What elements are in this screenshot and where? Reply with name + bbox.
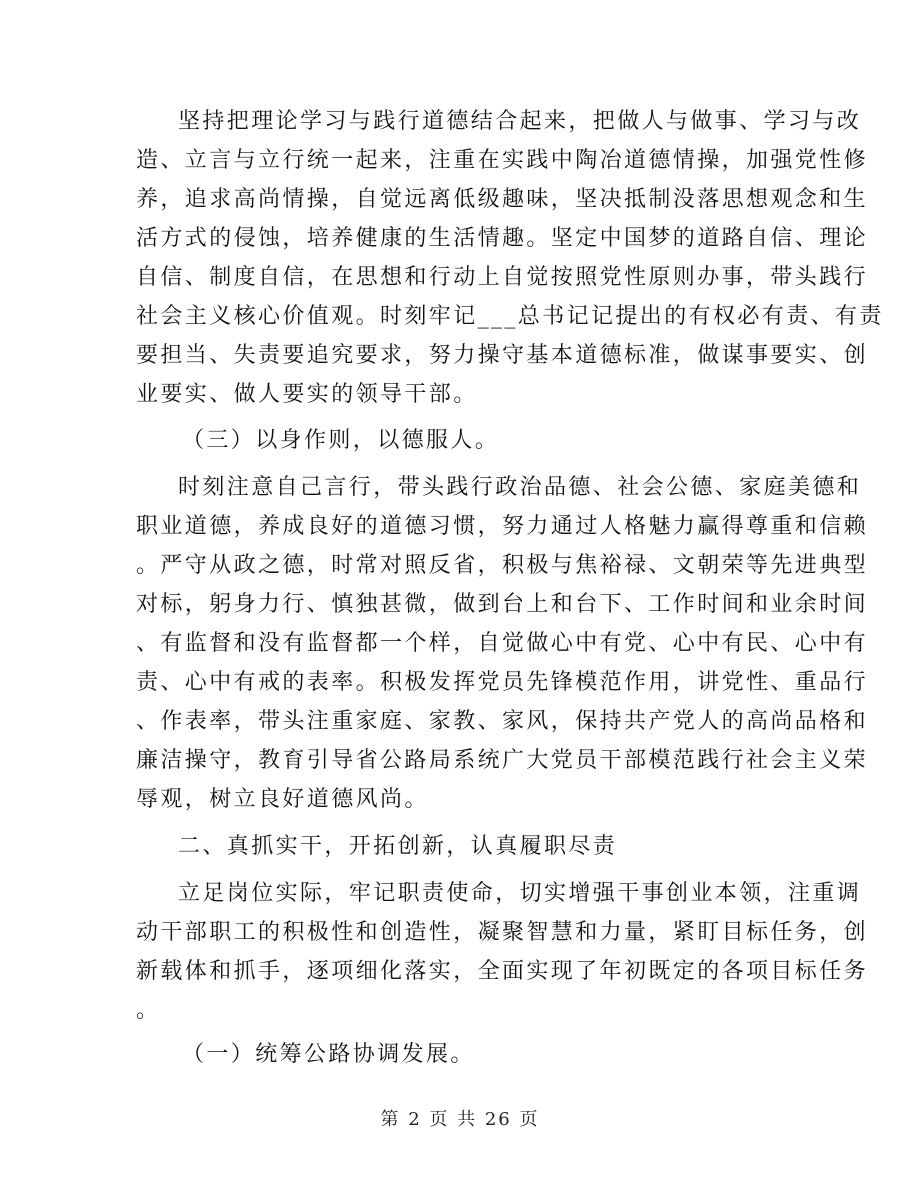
paragraph-line: 立足岗位实际，牢记职责使命，切实增强干事创业本领，注重调 — [178, 881, 862, 906]
paragraph-line: 廉洁操守，教育引导省公路局系统广大党员干部模范践行社会主义荣 — [136, 748, 869, 773]
section-heading: （三）以身作则，以德服人。 — [182, 428, 500, 453]
paragraph-line: 活方式的侵蚀，培养健康的生活情趣。坚定中国梦的道路自信、理论 — [136, 226, 869, 251]
paragraph-line: 辱观，树立良好道德风尚。 — [136, 787, 429, 812]
paragraph-line: 要担当、失责要追究要求，努力操守基本道德标准，做谋事要实、创 — [136, 343, 869, 368]
paragraph-line: 、作表率，带头注重家庭、家教、家风，保持共产党人的高尚品格和 — [136, 709, 869, 734]
paragraph-line: 职业道德，养成良好的道德习惯，努力通过人格魅力赢得尊重和信赖 — [136, 514, 869, 539]
page-number-footer: 第 2 页 共 26 页 — [380, 1109, 540, 1130]
paragraph-line: 对标，躬身力行、慎独甚微，做到台上和台下、工作时间和业余时间 — [136, 592, 869, 617]
paragraph-line: 社会主义核心价值观。时刻牢记___总书记记提出的有权必有责、有责 — [136, 304, 884, 329]
paragraph-line: 时刻注意自己言行，带头践行政治品德、社会公德、家庭美德和 — [178, 475, 862, 500]
paragraph-line: 动干部职工的积极性和创造性，凝聚智慧和力量，紧盯目标任务，创 — [136, 920, 869, 945]
paragraph-line: 自信、制度自信，在思想和行动上自觉按照党性原则办事，带头践行 — [136, 265, 869, 290]
paragraph-line: 业要实、做人要实的领导干部。 — [136, 382, 478, 407]
paragraph-line: 坚持把理论学习与践行道德结合起来，把做人与做事、学习与改 — [178, 109, 862, 134]
paragraph-line: 责、心中有戒的表率。积极发挥党员先锋模范作用，讲党性、重品行 — [136, 670, 869, 695]
paragraph-line: 造、立言与立行统一起来，注重在实践中陶冶道德情操，加强党性修 — [136, 148, 869, 173]
paragraph-line: 、有监督和没有监督都一个样，自觉做心中有党、心中有民、心中有 — [136, 631, 869, 656]
section-heading: 二、真抓实干，开拓创新，认真履职尽责 — [178, 834, 618, 859]
paragraph-line: 。 — [136, 998, 161, 1023]
paragraph-line: 新载体和抓手，逐项细化落实，全面实现了年初既定的各项目标任务 — [136, 959, 869, 984]
section-heading: （一）统筹公路协调发展。 — [182, 1042, 475, 1067]
paragraph-line: 养，追求高尚情操，自觉远离低级趣味，坚决抵制没落思想观念和生 — [136, 187, 869, 212]
paragraph-line: 。严守从政之德，时常对照反省，积极与焦裕禄、文朝荣等先进典型 — [136, 553, 869, 578]
